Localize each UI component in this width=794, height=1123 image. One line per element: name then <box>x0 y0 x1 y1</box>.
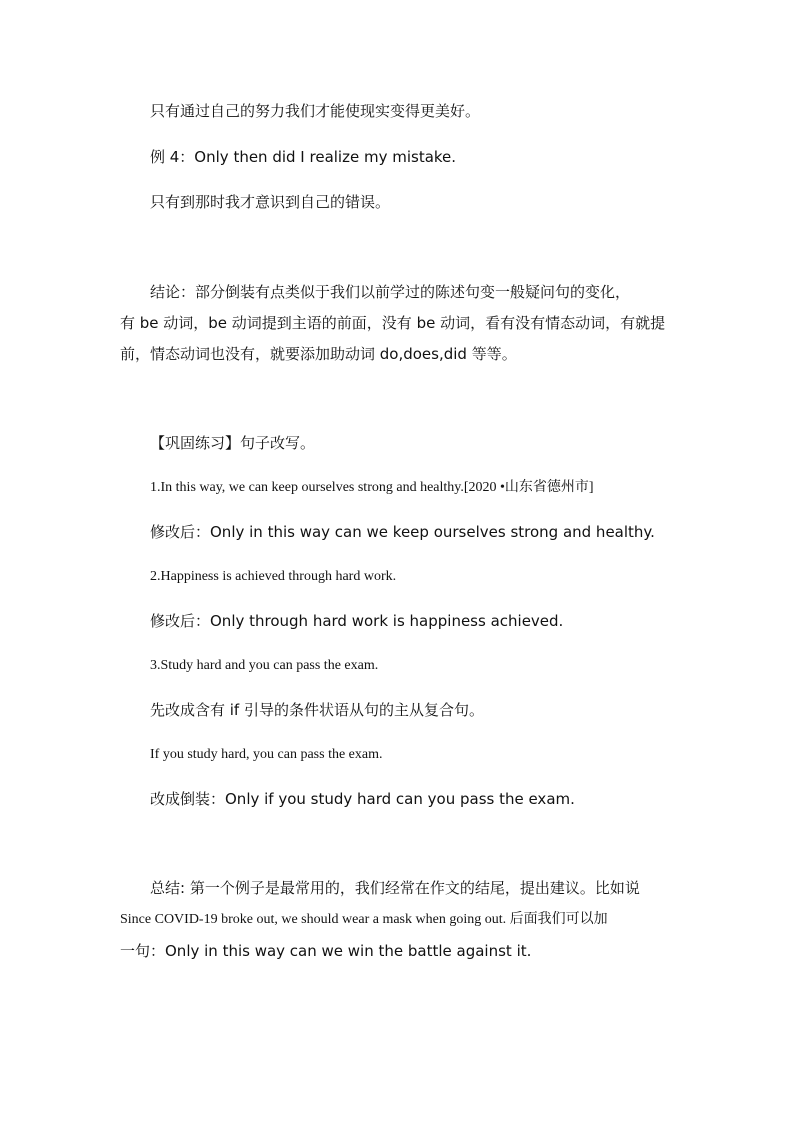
practice-item-3-step-1: 先改成含有 if 引导的条件状语从句的主从复合句。 <box>150 701 484 719</box>
practice-item-3-conditional: If you study hard, you can pass the exam. <box>150 747 383 762</box>
conclusion-line-2: 有 be 动词，be 动词提到主语的前面，没有 be 动词，看有没有情态动词，有就提 <box>120 314 666 332</box>
practice-item-1-answer: 修改后：Only in this way can we keep ourselves strong and healthy. <box>150 523 655 541</box>
sentence-translation-example-3: 只有通过自己的努力我们才能使现实变得更美好。 <box>150 102 481 120</box>
practice-item-2-answer: 修改后：Only through hard work is happiness achieved. <box>150 612 564 630</box>
practice-item-3: 3.Study hard and you can pass the exam. <box>150 658 379 673</box>
practice-item-1: 1.In this way, we can keep ourselves strong and healthy.[2020 •山东省德州市] <box>150 480 594 495</box>
conclusion-line-1: 结论：部分倒装有点类似于我们以前学过的陈述句变一般疑问句的变化， <box>150 283 631 301</box>
summary-line-1: 总结: 第一个例子是最常用的，我们经常在作文的结尾，提出建议。比如说 <box>150 879 640 897</box>
conclusion-line-3: 前，情态动词也没有，就要添加助动词 do,does,did 等等。 <box>120 345 517 363</box>
summary-line-2: Since COVID-19 broke out, we should wear a mask when going out. 后面我们可以加 <box>120 912 608 927</box>
example-4-translation: 只有到那时我才意识到自己的错误。 <box>150 193 391 211</box>
practice-item-3-inversion: 改成倒装：Only if you study hard can you pass the exam. <box>150 790 575 808</box>
summary-line-3: 一句：Only in this way can we win the battle against it. <box>120 942 532 960</box>
practice-heading: 【巩固练习】句子改写。 <box>150 434 316 452</box>
practice-item-2: 2.Happiness is achieved through hard work. <box>150 569 397 584</box>
example-4-sentence: 例 4：Only then did I realize my mistake. <box>150 148 457 166</box>
